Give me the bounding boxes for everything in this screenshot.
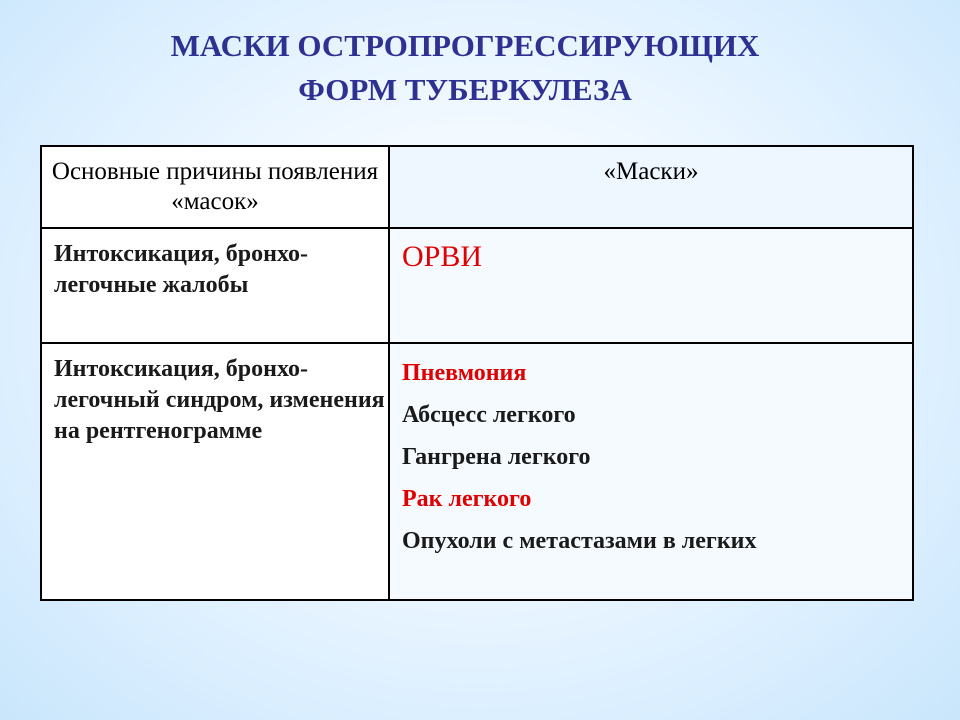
mask-list	[390, 344, 912, 562]
cause-cell	[41, 228, 389, 343]
cause-cell	[41, 343, 389, 600]
table-row	[41, 228, 913, 343]
mask-item: ОРВИ	[402, 240, 483, 273]
table-row	[41, 343, 913, 600]
header-causes: Основные причины появления «масок»	[41, 146, 389, 228]
cause-text: Интоксикация, бронхо-легочные жалобы	[54, 241, 309, 298]
slide-title	[0, 24, 930, 112]
mask-cell	[389, 228, 913, 343]
cause-text: Интоксикация, бронхо-легочный синдром, изменения на рентгенограмме	[54, 356, 385, 444]
mask-item: Абсцесс легкого	[402, 402, 576, 428]
title-line-2: ФОРМ ТУБЕРКУЛЕЗА	[298, 72, 632, 107]
masks-table	[40, 145, 914, 601]
title-line-1: МАСКИ ОСТРОПРОГРЕССИРУЮЩИХ	[170, 28, 760, 63]
mask-item: Рак легкого	[402, 486, 532, 512]
mask-item: Опухоли с метастазами в легких	[402, 528, 757, 554]
table-header-row	[41, 146, 913, 228]
mask-cell	[389, 343, 913, 600]
header-masks: «Маски»	[389, 146, 913, 228]
mask-item: Пневмония	[402, 360, 527, 386]
mask-item: Гангрена легкого	[402, 444, 591, 470]
